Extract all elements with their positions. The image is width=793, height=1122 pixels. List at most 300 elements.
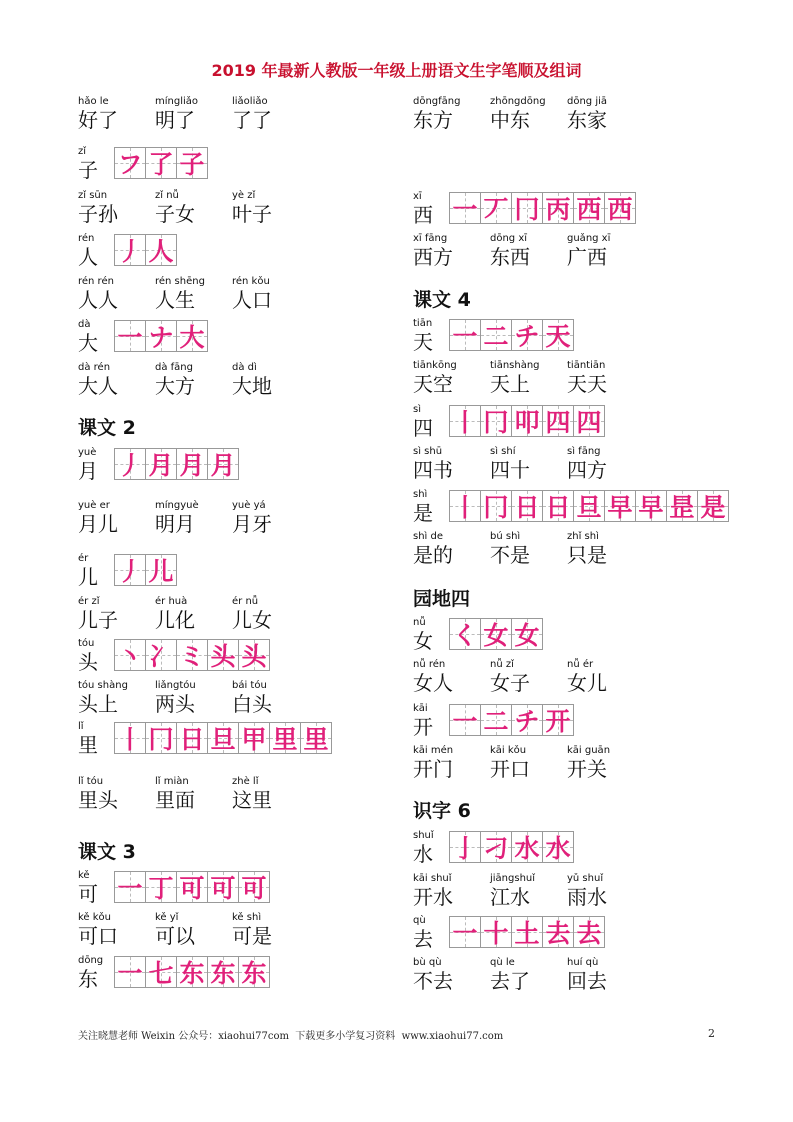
stroke-order-grid [449,916,604,948]
stroke-step: 东 [179,959,205,988]
stroke-step: 人 [148,237,174,266]
word-pinyin: dà fāng [155,362,193,373]
word-pinyin: bú shì [490,531,521,542]
word-hanzi: 这里 [232,788,272,812]
char-pinyin: kě [78,870,90,881]
word-pinyin: dà dì [232,362,257,373]
stroke-step: 二 [483,322,509,351]
char-hanzi: 四 [413,416,433,440]
stroke-cell [176,956,208,988]
stroke-step: 丨 [452,493,478,522]
stroke-cell [176,871,208,903]
char-hanzi: 去 [413,927,433,951]
char-hanzi: 大 [78,331,98,355]
stroke-step: 二 [483,707,509,736]
stroke-step: 日 [545,493,571,522]
char-hanzi: 里 [78,733,98,757]
word-hanzi: 好了 [78,108,118,132]
stroke-step: 天 [545,322,571,351]
word-pinyin: zhǐ shì [567,531,599,542]
stroke-step: 丶 [117,642,143,671]
char-hanzi: 是 [413,501,433,525]
stroke-cell [480,916,512,948]
stroke-step: 一 [117,323,143,352]
stroke-step: 头 [210,642,236,671]
word-hanzi: 可以 [155,924,195,948]
word-pinyin: nǚ zǐ [490,659,514,670]
stroke-order-grid [449,618,542,650]
page-title: 2019 年最新人教版一年级上册语文生字笔顺及组词 [211,61,582,80]
stroke-order-grid [449,831,573,863]
word-hanzi: 人生 [155,288,195,312]
stroke-cell [542,704,574,736]
stroke-step: 昰 [669,493,695,522]
word-hanzi: 天空 [413,372,453,396]
word-pinyin: jiāngshuǐ [490,873,536,884]
stroke-step: 亅 [452,834,478,863]
stroke-step: 儿 [148,557,174,586]
char-pinyin: xī [413,191,422,202]
word-hanzi: 东家 [567,108,607,132]
word-pinyin: nǚ rén [413,659,446,670]
stroke-cell [176,722,208,754]
char-pinyin: tóu [78,638,95,649]
stroke-cell [176,639,208,671]
stroke-step: 旦 [210,725,236,754]
stroke-cell [300,722,332,754]
stroke-step: 一 [452,322,478,351]
stroke-cell [449,618,481,650]
word-pinyin: sì shí [490,446,516,457]
word-hanzi: 两头 [155,692,195,716]
stroke-order-grid [449,319,573,351]
char-hanzi: 子 [78,158,98,182]
stroke-cell [238,956,270,988]
word-pinyin: zhōngdōng [490,96,546,107]
word-hanzi: 可是 [232,924,272,948]
word-pinyin: kāi kǒu [490,745,527,756]
char-hanzi: 月 [78,459,98,483]
stroke-step: 早 [638,493,664,522]
word-hanzi: 东方 [413,108,453,132]
word-pinyin: yuè er [78,500,110,511]
stroke-step: 冂 [483,493,509,522]
stroke-order-grid [449,490,728,522]
word-pinyin: zhè lǐ [232,776,259,787]
word-pinyin: rén kǒu [232,276,270,287]
word-hanzi: 西方 [413,245,453,269]
word-pinyin: kě kǒu [78,912,112,923]
stroke-cell [114,639,146,671]
stroke-step: 早 [607,493,633,522]
word-hanzi: 里面 [155,788,195,812]
stroke-step: 一 [117,874,143,903]
stroke-cell [666,490,698,522]
stroke-cell [573,916,605,948]
stroke-step: 大 [179,323,205,352]
word-hanzi: 四十 [490,458,530,482]
stroke-cell [480,405,512,437]
stroke-cell [269,722,301,754]
char-hanzi: 水 [413,842,433,866]
stroke-step: 水 [545,834,571,863]
stroke-cell [114,320,146,352]
char-pinyin: lǐ [78,721,84,732]
stroke-step: 里 [272,725,298,754]
stroke-step: 去 [545,919,571,948]
word-hanzi: 女人 [413,671,453,695]
stroke-step: 冫 [148,642,174,671]
char-pinyin: ér [78,553,89,564]
word-hanzi: 是的 [413,543,453,567]
word-pinyin: lǐ miàn [155,776,189,787]
word-pinyin: míngyuè [155,500,199,511]
word-pinyin: tiānkōng [413,360,457,371]
word-hanzi: 子孙 [78,202,118,226]
word-hanzi: 月儿 [78,512,118,536]
word-pinyin: tiānshàng [490,360,540,371]
stroke-cell [511,192,543,224]
char-pinyin: zǐ [78,146,87,157]
char-hanzi: 女 [413,629,433,653]
stroke-cell [573,405,605,437]
stroke-cell [114,871,146,903]
stroke-cell [697,490,729,522]
stroke-cell [145,320,177,352]
word-hanzi: 人口 [232,288,272,312]
stroke-cell [480,490,512,522]
stroke-step: 女 [483,621,509,650]
word-pinyin: xī fāng [413,233,448,244]
stroke-step: 旦 [576,493,602,522]
word-pinyin: rén rén [78,276,114,287]
stroke-order-grid [114,871,269,903]
word-hanzi: 白头 [232,692,272,716]
stroke-step: 冂 [514,195,540,224]
word-pinyin: ér nǚ [232,596,259,607]
word-hanzi: 大人 [78,374,118,398]
char-pinyin: qù [413,915,426,926]
stroke-order-grid [114,722,331,754]
word-pinyin: tóu shàng [78,680,128,691]
stroke-cell [114,234,146,266]
word-hanzi: 明月 [155,512,195,536]
char-pinyin: dōng [78,955,104,966]
stroke-cell [480,618,512,650]
section-heading: 课文 2 [78,417,136,439]
word-pinyin: hǎo le [78,96,109,107]
word-hanzi: 大方 [155,374,195,398]
section-heading: 课文 3 [78,841,136,863]
word-pinyin: kāi guān [567,745,611,756]
char-pinyin: sì [413,404,421,415]
stroke-step: 去 [576,919,602,948]
word-hanzi: 子女 [155,202,195,226]
word-pinyin: dōng jiā [567,96,608,107]
char-hanzi: 天 [413,330,433,354]
word-pinyin: míngliǎo [155,96,199,107]
stroke-step: 丙 [545,195,571,224]
stroke-step: 一 [452,707,478,736]
char-pinyin: tiān [413,318,433,329]
stroke-cell [145,147,177,179]
word-hanzi: 头上 [78,692,118,716]
word-hanzi: 江水 [490,885,530,909]
word-hanzi: 四书 [413,458,453,482]
word-pinyin: yǔ shuǐ [567,873,604,884]
char-hanzi: 人 [78,245,98,269]
word-hanzi: 女儿 [567,671,607,695]
stroke-step: 日 [179,725,205,754]
word-hanzi: 开关 [567,757,607,781]
word-pinyin: liǎoliǎo [232,96,268,107]
word-pinyin: dà rén [78,362,111,373]
stroke-order-grid [114,320,207,352]
stroke-cell [176,320,208,352]
stroke-step: 是 [700,493,726,522]
word-hanzi: 女子 [490,671,530,695]
stroke-step: フ [117,150,143,179]
word-hanzi: 开口 [490,757,530,781]
stroke-cell [449,831,481,863]
stroke-cell [511,490,543,522]
word-hanzi: 了了 [232,108,272,132]
stroke-cell [511,405,543,437]
stroke-step: 一 [452,919,478,948]
stroke-cell [449,916,481,948]
stroke-step: 冂 [148,725,174,754]
word-hanzi: 天上 [490,372,530,396]
stroke-step: 七 [148,959,174,988]
word-pinyin: qù le [490,957,515,968]
word-pinyin: kāi mén [413,745,454,756]
stroke-cell [114,956,146,988]
word-pinyin: bái tóu [232,680,267,691]
word-hanzi: 儿女 [232,608,272,632]
stroke-cell [542,192,574,224]
stroke-cell [573,192,605,224]
stroke-step: 丨 [452,408,478,437]
char-hanzi: 可 [78,882,98,906]
stroke-step: 甲 [241,725,267,754]
word-pinyin: shì de [413,531,444,542]
stroke-cell [207,448,239,480]
word-pinyin: yè zǐ [232,190,256,201]
stroke-cell [542,405,574,437]
stroke-cell [207,871,239,903]
stroke-step: 月 [210,451,236,480]
word-pinyin: kě shì [232,912,262,923]
stroke-cell [238,722,270,754]
page-number: 2 [708,1027,715,1040]
section-heading: 识字 6 [413,800,471,822]
stroke-order-grid [114,147,207,179]
word-pinyin: liǎngtóu [155,680,196,691]
word-hanzi: 东西 [490,245,530,269]
stroke-step: 可 [241,874,267,903]
word-hanzi: 开门 [413,757,453,781]
stroke-cell [176,147,208,179]
stroke-cell [511,704,543,736]
stroke-step: 一 [452,195,478,224]
stroke-cell [238,639,270,671]
stroke-cell [480,192,512,224]
stroke-cell [114,147,146,179]
stroke-cell [542,490,574,522]
word-pinyin: guǎng xī [567,233,611,244]
stroke-cell [480,319,512,351]
char-hanzi: 儿 [78,565,98,589]
stroke-cell [207,639,239,671]
word-hanzi: 不是 [490,543,530,567]
word-pinyin: lǐ tóu [78,776,104,787]
stroke-cell [449,319,481,351]
stroke-step: 日 [514,493,540,522]
stroke-step: 土 [514,919,540,948]
stroke-cell [542,319,574,351]
word-pinyin: huí qù [567,957,599,968]
stroke-cell [207,956,239,988]
stroke-cell [449,405,481,437]
word-pinyin: dōng xī [490,233,528,244]
stroke-step: ミ [179,642,205,671]
stroke-cell [114,554,146,586]
word-pinyin: sì fāng [567,446,601,457]
stroke-step: 丨 [117,725,143,754]
word-hanzi: 不去 [413,969,453,993]
stroke-step: 刁 [483,834,509,863]
char-hanzi: 头 [78,650,98,674]
stroke-step: 冂 [483,408,509,437]
word-pinyin: yuè yá [232,500,266,511]
stroke-cell [604,490,636,522]
stroke-step: 四 [545,408,571,437]
stroke-cell [604,192,636,224]
word-hanzi: 四方 [567,458,607,482]
stroke-step: 女 [514,621,540,650]
stroke-cell [145,722,177,754]
word-pinyin: dōngfāng [413,96,461,107]
stroke-order-grid [114,956,269,988]
char-hanzi: 开 [413,715,433,739]
stroke-cell [511,831,543,863]
word-hanzi: 中东 [490,108,530,132]
word-pinyin: kě yǐ [155,912,179,923]
stroke-step: 西 [607,195,633,224]
stroke-step: 头 [241,642,267,671]
word-hanzi: 儿化 [155,608,195,632]
char-pinyin: kāi [413,703,428,714]
word-hanzi: 明了 [155,108,195,132]
word-pinyin: kāi shuǐ [413,873,452,884]
word-pinyin: zǐ sūn [78,190,108,201]
stroke-cell [145,639,177,671]
footer-text: 关注晓慧老师 Weixin 公众号：xiaohui77com 下载更多小学复习资料 www.xiaohui77.com [78,1031,504,1042]
word-pinyin: bù qù [413,957,442,968]
stroke-cell [480,704,512,736]
stroke-step: 四 [576,408,602,437]
stroke-step: 丿 [117,451,143,480]
stroke-order-grid [449,192,635,224]
stroke-step: 水 [514,834,540,863]
stroke-step: 一 [117,959,143,988]
section-heading: 课文 4 [413,289,471,311]
char-hanzi: 东 [78,967,98,991]
char-pinyin: rén [78,233,95,244]
word-pinyin: rén shēng [155,276,205,287]
stroke-step: 东 [210,959,236,988]
stroke-step: チ [514,322,540,351]
stroke-step: 丿 [117,557,143,586]
section-heading: 园地四 [413,588,471,610]
stroke-step: 东 [241,959,267,988]
stroke-cell [114,448,146,480]
char-hanzi: 西 [413,203,433,227]
word-hanzi: 可口 [78,924,118,948]
stroke-cell [145,554,177,586]
stroke-step: 了 [148,150,174,179]
word-pinyin: ér huà [155,596,188,607]
stroke-cell [573,490,605,522]
stroke-step: 叩 [514,408,540,437]
stroke-order-grid [114,639,269,671]
stroke-cell [449,192,481,224]
stroke-order-grid [114,234,176,266]
stroke-cell [145,956,177,988]
word-hanzi: 人人 [78,288,118,312]
word-hanzi: 儿子 [78,608,118,632]
char-pinyin: shuǐ [413,830,434,841]
stroke-step: 子 [179,150,205,179]
stroke-cell [176,448,208,480]
char-pinyin: nǚ [413,617,426,628]
stroke-step: 十 [483,919,509,948]
stroke-cell [542,831,574,863]
stroke-cell [145,234,177,266]
stroke-cell [635,490,667,522]
stroke-order-grid [114,448,238,480]
stroke-step: 丁 [148,874,174,903]
word-pinyin: zǐ nǚ [155,190,179,201]
stroke-step: 西 [576,195,602,224]
word-hanzi: 回去 [567,969,607,993]
word-hanzi: 开水 [413,885,453,909]
stroke-cell [449,704,481,736]
word-pinyin: tiāntiān [567,360,606,371]
stroke-cell [511,916,543,948]
stroke-cell [480,831,512,863]
word-hanzi: 叶子 [232,202,272,226]
word-hanzi: 只是 [567,543,607,567]
stroke-step: 月 [179,451,205,480]
word-pinyin: nǚ ér [567,659,594,670]
stroke-order-grid [114,554,176,586]
word-pinyin: ér zǐ [78,596,100,607]
char-pinyin: yuè [78,447,97,458]
stroke-step: ナ [148,323,174,352]
stroke-step: 丿 [117,237,143,266]
stroke-order-grid [449,704,573,736]
stroke-order-grid [449,405,604,437]
word-hanzi: 去了 [490,969,530,993]
char-pinyin: dà [78,319,91,330]
word-hanzi: 里头 [78,788,118,812]
stroke-step: チ [514,707,540,736]
stroke-step: 丆 [483,195,509,224]
stroke-step: 月 [148,451,174,480]
stroke-cell [207,722,239,754]
stroke-cell [542,916,574,948]
